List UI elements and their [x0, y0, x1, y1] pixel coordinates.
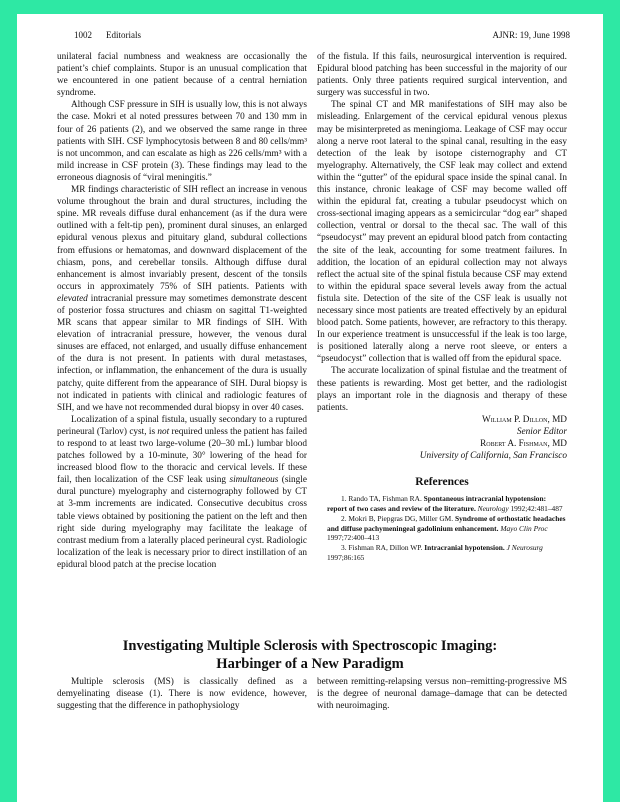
paragraph: Multiple sclerosis (MS) is classically defined as a demyelinating disease (1). There is now evidence, however, suggesting that the difference in pathophysiology — [57, 677, 307, 712]
paragraph: unilateral facial numbness and weakness are occasionally the patient’s chief complaints. Stupor is an unusual complication that we encountered in one patient because of a central herniation syndrome. — [57, 52, 307, 99]
reference-item: 1. Rando TA, Fishman RA. Spontaneous intracranial hypotension: report of two cases and review of the literature. Neurology 1992;42:481–487 — [327, 494, 563, 514]
journal-page — [17, 14, 603, 802]
paragraph: Although CSF pressure in SIH is usually low, this is not always the case. Mokri et al noted pressures between 70 and 130 mm in four of 26 patients (2), and we observed the same range in three patients with SIH. CSF lymphocytosis between 8 and 80 cells/mm³ is not uncommon, and can escalate as high as 226 cells/mm³ with a mild increase in CSF protein (3). These findings may lead to the erroneous diagnosis of “viral meningitis.” — [57, 100, 307, 183]
signature-name: William P. Dillon, MD — [482, 414, 567, 425]
reference-item: 2. Mokri B, Piepgras DG, Miller GM. Syndrome of orthostatic headaches and diffuse pachymeningeal gadolinium enhancement. Mayo Clin Proc 1997;72:400–413 — [327, 513, 566, 543]
signature-role: Senior Editor — [516, 426, 567, 437]
running-header-left — [74, 30, 141, 40]
page-number: 1002 — [74, 30, 92, 40]
signature-name: Robert A. Fishman, MD — [480, 439, 567, 449]
paragraph: The accurate localization of spinal fistulae and the treatment of these patients is rewarding. Most get better, and the radiologist plays an important role in the diagnosis and therapy of these patients. — [317, 366, 567, 413]
paragraph: Localization of a spinal fistula, usually secondary to a ruptured perineural (Tarlov) cyst, is not required unless the patient has failed to respond to at least two large-volume (20–30 mL) lumbar blood patches followed by a 10-minute, 30° lowering of the head for increased blood flow to the thoracic and cervical levels. If these fail, then localization of the CSF leak using simultaneous (single dural puncture) myelography and cisternography followed by CT at 3-mm increments are indicated. Consecutive decubitus cross table views obtained by positioning the patient on the left and then right side during myelography may facilitate the leakage of contrast medium from a laterally placed perineural cyst. Radiologic localization of the leak is necessary prior to direct instillation of an epidural blood patch at the precise location — [57, 414, 307, 570]
signature-affiliation: University of California, San Francisco — [419, 451, 567, 462]
next-article-left-column — [57, 676, 307, 712]
paragraph: between remitting-relapsing versus non–remitting-progressive MS is the degree of neuronal damage–damage that can be detected with neuroimaging. — [317, 677, 567, 712]
paragraph: The spinal CT and MR manifestations of SIH may also be misleading. Enlargement of the cervical epidural venous plexus may be misinterpreted as meningioma. Leakage of CSF may occur along a nerve root lateral to the spinal canal, resulting in the easy detection of the leak by isotope cisternography and CT myelography. Alternatively, the CSF leak may collect and extend within the “gutter” of the epidural space inside the spinal canal. In this instance, chronic leakage of CSF may become walled off within the epidural fat, creating a tubular pseudocyst which on cross-sectional imaging appears as a semicircular “dog ear” shaped collection, ventral or dorsal to the thecal sac. The wall of this “pseudocyst” may prevent an epidural blood patch from contacting the site of the leak, accounting for some treatment failures. In addition, the location of an epidural collection may not always reflect the actual site of the spinal fistula because CSF may extend to within the epidural space several levels away from the actual fistula site. Detection of the site of the CSF leak is usually not necessary since most patients are treated effectively by an epidural blood patch. Some patients, however, are refractory to this therapy. In our experience treatment is unsuccessful if the leak is too large, is positioned laterally along a nerve root sleeve, or enters a “pseudocyst” collection that is walled off from the epidural space. — [317, 100, 567, 365]
reference-item: 3. Fishman RA, Dillon WP. Intracranial hypotension. J Neurosurg 1997;86:165 — [327, 543, 543, 563]
paragraph: MR findings characteristic of SIH reflect an increase in venous volume throughout the brain and dural structures, including the spine. MR reveals diffuse dural enhancement (as if the dura were outlined with a felt-tip pen), prominent dural sinuses, an enlarged epidural venous plexus and pituitary gland, subdural collections from effusions or hematomas, and downward displacement of the chiasm, pons, and cerebellar tonsils. Although diffuse dural enhancement is almost invariably present, descent of the tonsils occurs in approximately 75% of SIH patients. Patients with elevated intracranial pressure may sometimes demonstrate descent of posterior fossa structures and chiasm on sagittal T1-weighted MR scans that appear similar to MR findings of SIH. With elevation of intracranial pressure, however, the venous dural sinuses are effaced, not enlarged, and usually diffuse enhancement of the dura is not present. In patients with dural metastases, infection, or inflammation, the enhancement of the dura is usually patchy, quite different from the appearance of SIH. Dural biopsy is not indicated in patients with clinical and radiologic features of SIH, and we have not recommended dural biopsy in over 40 cases. — [57, 185, 307, 413]
left-column — [57, 51, 307, 571]
section-name: Editorials — [106, 30, 141, 40]
right-column — [317, 51, 567, 563]
title-line: Harbinger of a New Paradigm — [216, 656, 404, 672]
title-line: Investigating Multiple Sclerosis with Spectroscopic Imaging: — [122, 638, 498, 654]
next-article-right-column — [317, 676, 567, 712]
references-heading: References — [415, 476, 469, 489]
next-article-title — [47, 637, 573, 673]
paragraph: of the fistula. If this fails, neurosurgical intervention is required. Epidural blood patching has been successful in the majority of our patients. Only three patients required surgical intervention, and surgery was successful in two. — [317, 52, 567, 99]
running-header-citation: AJNR: 19, June 1998 — [492, 30, 570, 40]
